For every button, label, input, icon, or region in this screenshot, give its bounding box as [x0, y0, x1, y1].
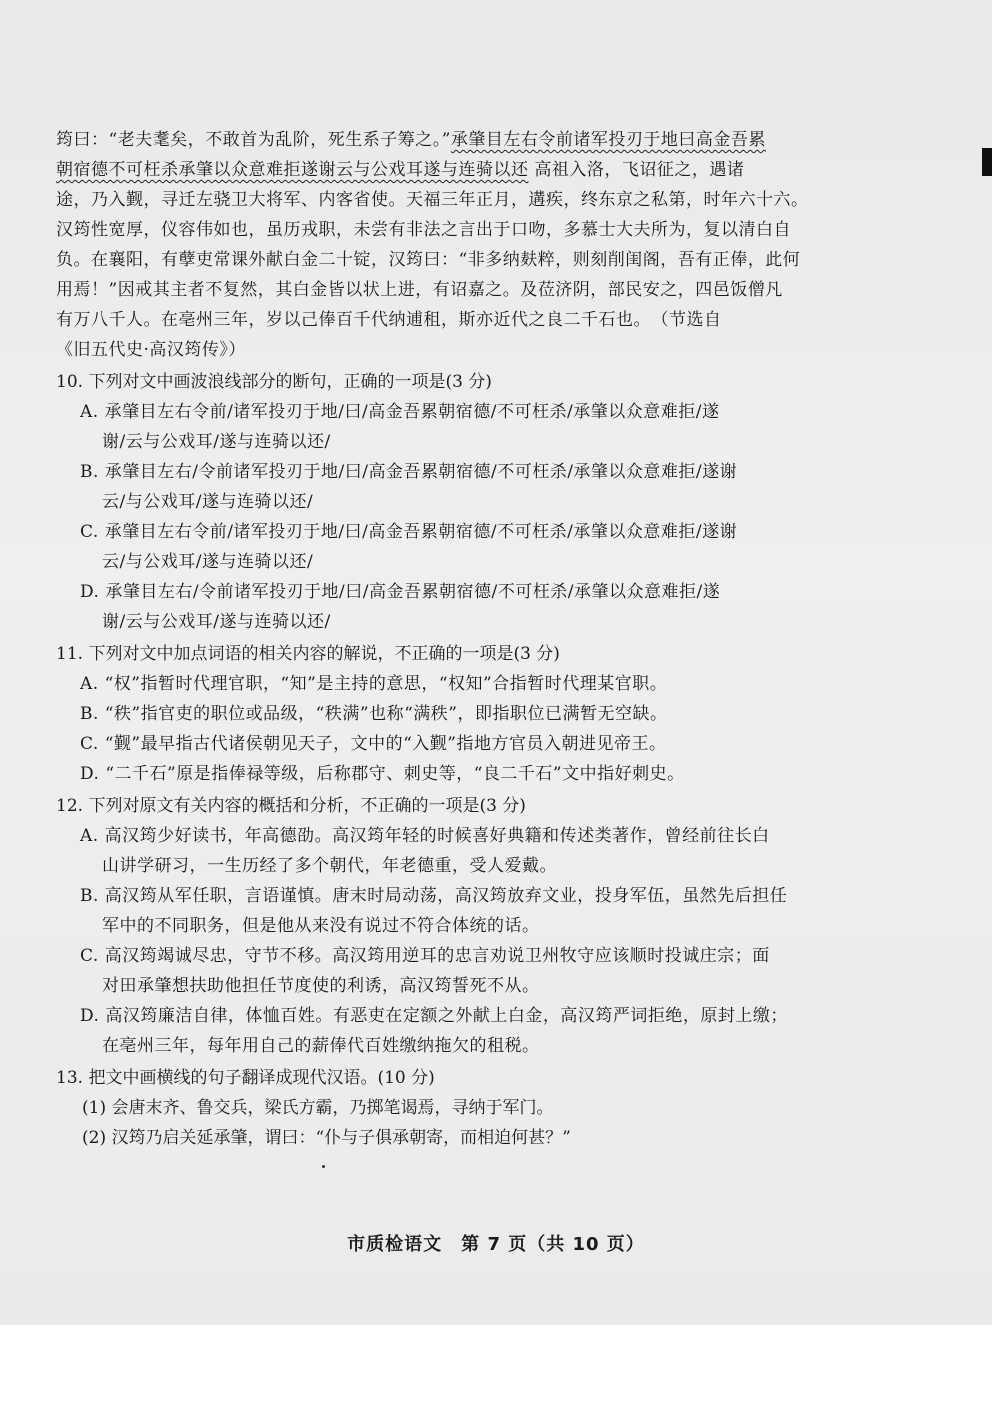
option-b: B. “秩”指官吏的职位或品级，“秩满”也称“满秩”，即指职位已满暂无空缺。: [80, 704, 668, 724]
scan-margin: [0, 1325, 992, 1403]
option-d: [56, 577, 826, 637]
question-13: [56, 1063, 826, 1153]
passage-text: 高祖入洛，飞诏征之，遇诸: [534, 160, 745, 180]
option-text: D. 高汉筠廉洁自律，体恤百姓。有恶吏在定额之外献上白金，高汉筠严词拒绝，原封上缴；: [80, 1006, 788, 1026]
stray-dot: [322, 1165, 325, 1168]
option-text: B. 承肇目左右/令前诸军投刃于地/曰/高金吾累朝宿德/不可枉杀/承肇以众意难拒/遂谢: [80, 462, 738, 482]
option-c: [56, 517, 826, 577]
option-text: A. 承肇目左右令前/诸军投刃于地/曰/高金吾累朝宿德/不可枉杀/承肇以众意难拒/遂: [80, 402, 720, 422]
option-text-cont: 谢/云与公戏耳/遂与连骑以还/: [102, 612, 331, 632]
translation-item-1: (1) 会唐末齐、鲁交兵，梁氏方霸，乃掷笔谒焉，寻纳于军门。: [82, 1098, 554, 1118]
option-a: [56, 821, 826, 881]
question-stem: 12. 下列对原文有关内容的概括和分析，不正确的一项是(3 分): [56, 796, 526, 816]
option-text-cont: 对田承肇想扶助他担任节度使的利诱，高汉筠誓死不从。: [102, 976, 540, 996]
option-text: A. 高汉筠少好读书，年高德劭。高汉筠年轻的时候喜好典籍和传述类著作，曾经前往长白: [80, 826, 770, 846]
option-text-cont: 云/与公戏耳/遂与连骑以还/: [102, 552, 314, 572]
option-text-cont: 云/与公戏耳/遂与连骑以还/: [102, 492, 314, 512]
page-edge-mark: [982, 148, 992, 176]
option-c: C. “觐”最早指古代诸侯朝见天子，文中的“入觐”指地方官员入朝进见帝王。: [80, 734, 667, 754]
page-footer: 市质检语文 第 7 页（共 10 页）: [347, 1234, 645, 1255]
option-b: [56, 457, 826, 517]
option-text: C. 承肇目左右令前/诸军投刃于地/曰/高金吾累朝宿德/不可枉杀/承肇以众意难拒/遂谢: [80, 522, 738, 542]
option-text: B. 高汉筠从军任职，言语谨慎。唐末时局动荡，高汉筠放弃文业，投身军伍，虽然先后担任: [80, 886, 788, 906]
option-text: C. 高汉筠竭诚尽忠，守节不移。高汉筠用逆耳的忠言劝说卫州牧守应该顺时投诚庄宗；面: [80, 946, 770, 966]
option-text-cont: 山讲学研习，一生历经了多个朝代，年老德重，受人爱戴。: [102, 856, 557, 876]
passage-line: 汉筠性宽厚，仪容伟如也，虽历戎职，未尝有非法之言出于口吻，多慕士大夫所为，复以清白自: [56, 220, 791, 240]
passage-line: 负。在襄阳，有孽吏常课外献白金二十锭，汉筠曰：“非多纳麸粹，则刻削闺阁，吾有正俸，此何: [56, 250, 801, 270]
wavy-underlined-text: 承肇目左右令前诸军投刃于地曰高金吾累: [450, 130, 766, 150]
option-c: [56, 941, 826, 1001]
option-text-cont: 军中的不同职务，但是他从来没有说过不符合体统的话。: [102, 916, 540, 936]
option-text-cont: 谢/云与公戏耳/遂与连骑以还/: [102, 432, 331, 452]
passage-source: 《旧五代史·高汉筠传》）: [56, 340, 246, 360]
passage-line: [56, 155, 826, 185]
classical-passage: [56, 125, 826, 365]
passage-line: 用焉！”因戒其主者不复然，其白金皆以状上进，有诏嘉之。及莅济阴，部民安之，四邑饭僧凡: [56, 280, 783, 300]
option-a: A. “权”指暂时代理官职，“知”是主持的意思，“权知”合指暂时代理某官职。: [80, 674, 668, 694]
question-10: [56, 367, 826, 637]
option-text-cont: 在亳州三年，每年用自己的薪俸代百姓缴纳拖欠的租税。: [102, 1036, 540, 1056]
passage-line: [56, 125, 826, 155]
page-content: [56, 125, 826, 1153]
option-text: D. 承肇目左右/令前诸军投刃于地/曰/高金吾累朝宿德/不可枉杀/承肇以众意难拒/遂: [80, 582, 721, 602]
wavy-underlined-text: 朝宿德不可枉杀承肇以众意难拒遂谢云与公戏耳遂与连骑以还: [56, 160, 529, 180]
question-12: [56, 791, 826, 1061]
passage-line: 途，乃入觐，寻迁左骁卫大将军、内客省使。天福三年正月，遘疾，终东京之私第，时年六十六。: [56, 190, 809, 210]
option-b: [56, 881, 826, 941]
question-stem: 11. 下列对文中加点词语的相关内容的解说，不正确的一项是(3 分): [56, 644, 560, 664]
option-a: [56, 397, 826, 457]
option-d: D. “二千石”原是指俸禄等级，后称郡守、刺史等，“良二千石”文中指好刺史。: [80, 764, 685, 784]
question-11: [56, 639, 826, 789]
question-stem: 10. 下列对文中画波浪线部分的断句，正确的一项是(3 分): [56, 372, 492, 392]
question-stem: 13. 把文中画横线的句子翻译成现代汉语。(10 分): [56, 1068, 435, 1088]
passage-text: 筠曰：“老夫耄矣，不敢首为乱阶，死生系子筹之。”: [56, 130, 451, 150]
passage-line: 有万八千人。在亳州三年，岁以己俸百千代纳逋租，斯亦近代之良二千石也。 （节选自: [56, 310, 722, 330]
translation-item-2: (2) 汉筠乃启关延承肇，谓曰：“仆与子俱承朝寄，而相迫何甚？”: [82, 1128, 571, 1148]
option-d: [56, 1001, 826, 1061]
